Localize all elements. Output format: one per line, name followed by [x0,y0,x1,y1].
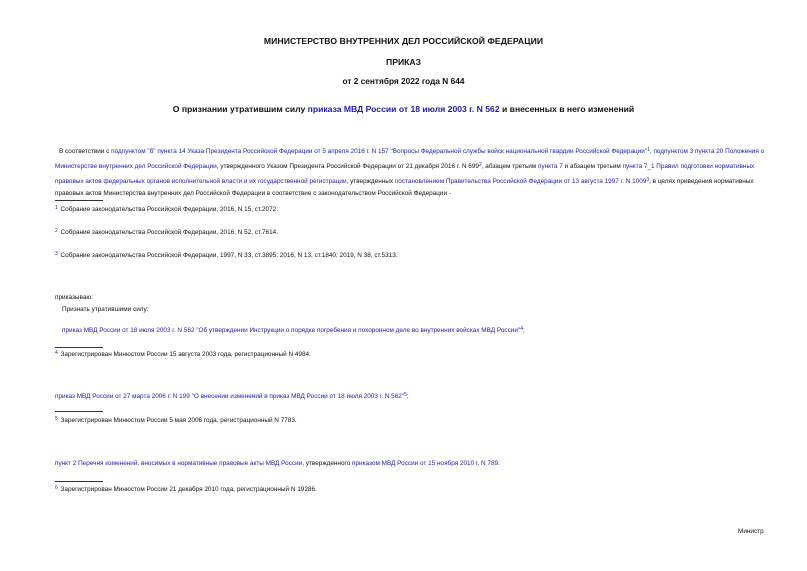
link-ukaz-157[interactable]: подпунктом "б" пункта 14 Указа Президента Российской Федерации от 5 апреля 2016 г. N 157 "Вопросы Федеральной службы войск национальной гвардии Российской Федерации" [111,148,648,155]
footnote-mark: 6 [55,485,58,491]
item-link-2[interactable]: приказом МВД России от 15 ноября 2010 г. N 789 [352,460,499,467]
link-punkt-7[interactable]: пункта 7 [537,162,563,170]
link-postanovlenie-1009[interactable]: постановлением Правительства Российской Федерации от 13 августа 1997 г. N 1009 [394,177,647,185]
footnote-mark: 3 [55,251,58,257]
footnote-2 [55,228,278,236]
footnote-mark: 4 [55,350,58,356]
footnote-1 [55,205,278,213]
preamble-text: , [649,148,654,155]
item-link[interactable]: пункт 2 Перечня изменений, вносимых в нормативные правовые акты МВД России [55,460,303,467]
footnote-mark: 1 [55,205,58,211]
preamble-text: , утвержденного Указом Президента Российской Федерации от 21 декабря 2016 г. N 699 [216,162,479,170]
item-link[interactable]: приказ МВД России от 27 марта 2006 г. N 199 "О внесении изменений в приказ МВД России от 18 июля 2003 г. N 562" [55,393,405,400]
footnote-text: Зарегистрирован Минюстом России 5 мая 2006 года, регистрационный N 7783. [58,417,297,424]
preamble-text: , в целях приведения нормативных правовых актов Министерства внутренних дел Российской Федерации в соответствие с законодательством Российской Федерации - [55,177,754,198]
footnote-ref-1[interactable]: 1 [647,147,650,153]
signature-title: Министр [738,528,764,535]
order-word: приказываю: [55,294,93,301]
link-polozhenie-mvd[interactable]: подпунктом 3 пункта 20 Положения о Министерстве внутренних дел Российской Федерации [55,148,765,170]
date-number: от 2 сентября 2022 года N 644 [342,76,465,86]
item-suffix: ; [406,393,409,400]
footnote-ref-3[interactable]: 3 [646,176,650,183]
ministry-heading: МИНИСТЕРСТВО ВНУТРЕННИХ ДЕЛ РОССИЙСКОЙ ФЕДЕРАЦИИ [263,36,544,46]
item-link[interactable]: приказ МВД России от 18 июля 2003 г. N 562 "Об утверждении Инструкции о порядке погребения и похоронном деле во внутренних войсках МВД России" [62,327,521,334]
footnote-3 [55,251,398,259]
footnote-ref-2[interactable]: 2 [478,161,482,168]
footnote-separator [55,481,103,482]
preamble-text: и абзацем третьим [562,162,623,170]
item-suffix: ; [522,327,525,334]
preamble-paragraph [55,144,770,201]
footnote-text: Собрание законодательства Российской Федерации, 1997, N 33, ст.3895; 2016, N 13, ст.1840; 2019, N 38, ст.5313. [58,252,398,259]
link-punkt-7-1[interactable]: пункта 7_1 Правил подготовки нормативных правовых актов федеральных органов исполнительной власти и их государственной регистрации [55,162,755,185]
footnote-4 [55,350,311,358]
list-item [55,392,409,400]
footnote-mark: 2 [55,228,58,234]
document-type: ПРИКАЗ [386,57,421,67]
footnote-text: Собрание законодательства Российской Федерации, 2016, N 15, ст.2072. [58,206,278,213]
list-item [55,460,500,467]
title-prefix: О признании утратившим силу [172,104,308,114]
footnote-separator [55,200,103,201]
footnote-text: Зарегистрирован Минюстом России 21 декабря 2010 года, регистрационный N 19286. [58,486,317,493]
title-suffix: и внесенных в него изменений [499,104,635,114]
item-text: , утвержденного [302,460,353,467]
item-end: . [498,460,500,467]
footnote-6 [55,485,317,493]
footnote-5 [55,416,297,424]
footnote-text: Собрание законодательства Российской Федерации, 2016, N 52, ст.7614. [58,229,278,236]
preamble-text: В соответствии с [59,148,112,155]
footnote-separator [55,347,103,348]
title-link[interactable]: приказа МВД России от 18 июля 2003 г. N 562 [307,104,500,114]
footnote-text: Зарегистрирован Минюстом России 15 августа 2003 года, регистрационный N 4984. [58,351,311,358]
footnote-ref-5[interactable]: 5 [404,392,407,398]
footnote-mark: 5 [55,416,58,422]
footnote-separator [55,411,103,412]
footnote-ref-4[interactable]: 4 [520,326,523,332]
recognize-text: Признать утратившими силу: [62,306,149,313]
preamble-text: , абзацем третьим [481,162,538,170]
list-item [62,326,525,334]
preamble-text: , утвержденных [346,177,395,185]
document-title [0,104,807,114]
